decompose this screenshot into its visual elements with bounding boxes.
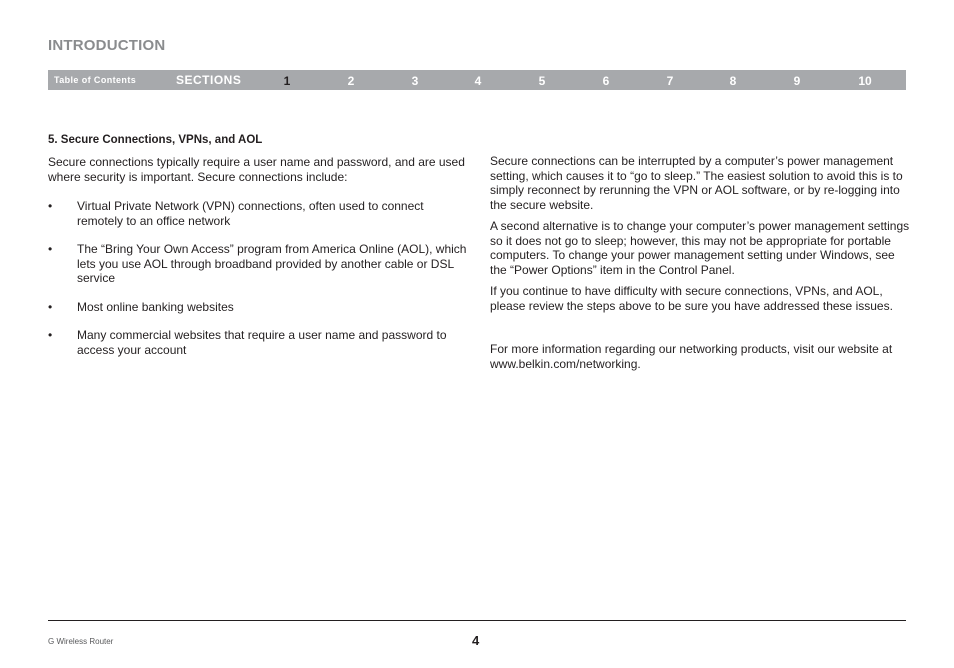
section-link-4[interactable]: 4 bbox=[474, 74, 482, 88]
list-item-text: Virtual Private Network (VPN) connections, often used to connect remotely to an office network bbox=[77, 199, 424, 228]
section-link-7[interactable]: 7 bbox=[666, 74, 674, 88]
footer-divider bbox=[48, 620, 906, 621]
section-navigation-bar bbox=[48, 70, 906, 90]
table-of-contents-link[interactable]: Table of Contents bbox=[54, 75, 137, 85]
section-link-2[interactable]: 2 bbox=[347, 74, 355, 88]
section-link-9[interactable]: 9 bbox=[793, 74, 801, 88]
list-item-text: The “Bring Your Own Access” program from America Online (AOL), which lets you use AOL through broadband provided by another cable or DSL service bbox=[77, 242, 467, 285]
section-heading: 5. Secure Connections, VPNs, and AOL bbox=[48, 134, 263, 146]
list-item bbox=[48, 242, 468, 286]
list-item bbox=[48, 328, 468, 357]
bullet-icon: • bbox=[48, 328, 53, 342]
section-link-1[interactable]: 1 bbox=[283, 74, 291, 88]
paragraph-sleep-interruption: Secure connections can be interrupted by a computer’s power management setting, which causes it to “go to sleep.” The easiest solution to avoid this is to simply reconnect by rerunning the VPN or AOL software, or by re-logging into the secure website. bbox=[490, 154, 903, 212]
section-link-10[interactable]: 10 bbox=[858, 74, 872, 88]
right-column bbox=[490, 154, 910, 371]
bullet-icon: • bbox=[48, 299, 53, 314]
page-number: 4 bbox=[472, 633, 480, 648]
paragraph-power-settings: A second alternative is to change your computer’s power management settings so it does not go to sleep; however, this may not be appropriate for portable computers. To change your power management setting under Windows, see the “Power Options” item in the Control Panel. bbox=[490, 219, 910, 277]
footer-product-name: G Wireless Router bbox=[48, 637, 114, 646]
section-link-5[interactable]: 5 bbox=[538, 74, 546, 88]
sections-label: SECTIONS bbox=[176, 73, 242, 87]
list-item-text: Most online banking websites bbox=[77, 299, 234, 314]
list-item bbox=[48, 300, 468, 315]
paragraph-troubleshooting: If you continue to have difficulty with secure connections, VPNs, and AOL, please review the steps above to be sure you have addressed these issues. bbox=[490, 284, 893, 313]
page-title: INTRODUCTION bbox=[48, 37, 166, 54]
left-column bbox=[48, 155, 468, 357]
bullet-list bbox=[48, 199, 468, 357]
bullet-icon: • bbox=[48, 199, 53, 213]
bullet-icon: • bbox=[48, 242, 53, 256]
section-link-6[interactable]: 6 bbox=[602, 74, 610, 88]
paragraph-more-info: For more information regarding our networking products, visit our website at www.belkin.com/networking. bbox=[490, 342, 893, 371]
section-link-8[interactable]: 8 bbox=[729, 74, 737, 88]
list-item-text: Many commercial websites that require a user name and password to access your account bbox=[77, 328, 447, 357]
intro-paragraph: Secure connections typically require a user name and password, and are used where security is important. Secure connections include: bbox=[48, 155, 465, 184]
section-link-3[interactable]: 3 bbox=[411, 74, 419, 88]
list-item bbox=[48, 199, 468, 228]
